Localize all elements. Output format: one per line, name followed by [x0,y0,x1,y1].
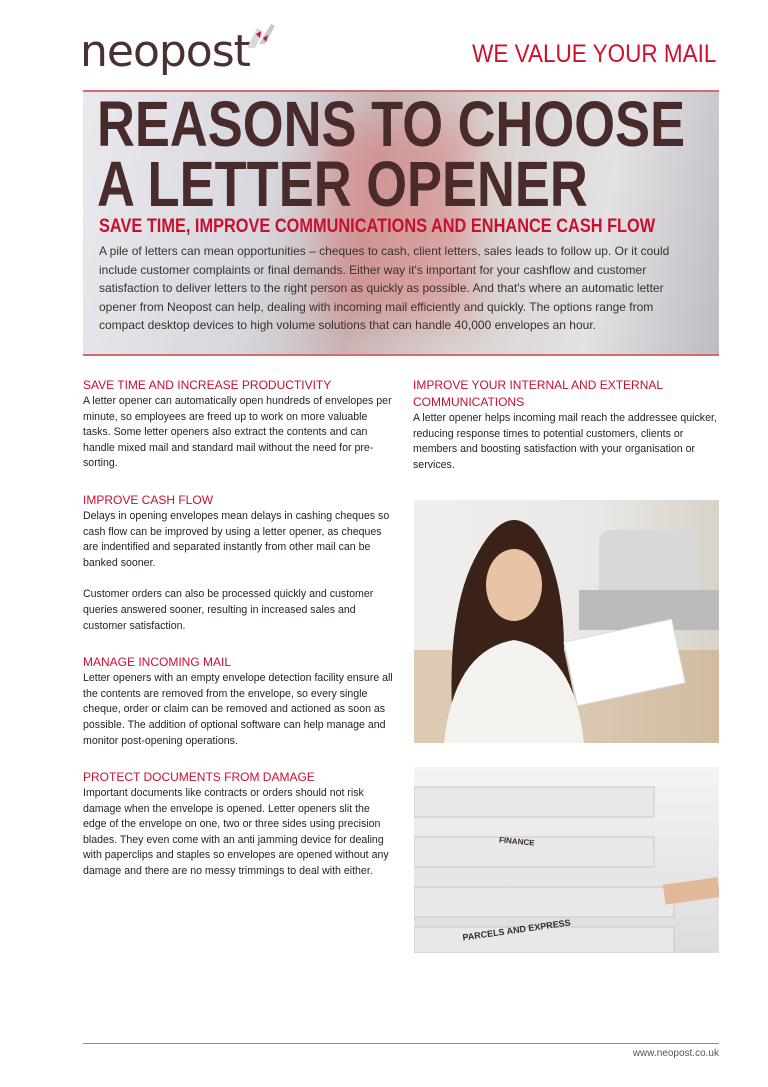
section-heading: IMPROVE CASH FLOW [83,492,214,507]
finance-label: FINANCE [498,835,535,848]
woman-with-letter-opener-photo [414,500,719,743]
section-text: Letter openers with an empty envelope detection facility ensure all the contents are removed from the envelope, so every single cheque, order or claim can be removed and actioned as soon as possible. The addition of optional software can help manage and monitor post-opening operations. [83,672,393,747]
page-title [97,90,686,220]
section-heading: PROTECT DOCUMENTS FROM DAMAGE [83,770,315,785]
parcels-label: PARCELS AND EXPRESS [461,917,572,943]
section-text: Delays in opening envelopes mean delays in cashing cheques so cash flow can be improved by using a letter opener, as cheques are indentified and separated instantly from other mail can be banked sooner. [83,509,390,569]
section-productivity [83,377,393,472]
logo-mark-icon [243,22,277,50]
section-text: A letter opener helps incoming mail reach the addressee quicker, reducing response times to potential customers, clients or members and boosting satisfaction with your organisation or services. [413,412,717,471]
title-line-2: A LETTER OPENER [97,148,588,220]
neopost-logo: neopost [80,26,250,77]
section-cash-flow [83,492,393,634]
tagline: WE VALUE YOUR MAIL [471,40,716,68]
right-column [413,377,719,489]
section-incoming-mail [83,654,393,749]
hero-subtitle: SAVE TIME, IMPROVE COMMUNICATIONS AND ENHANCE CASH FLOW [99,216,656,237]
section-text: Customer orders can also be processed quickly and customer queries answered sooner, resulting in increased sales and customer satisfaction. [83,588,374,632]
section-heading: MANAGE INCOMING MAIL [83,655,232,670]
hero-intro: A pile of letters can mean opportunities – cheques to cash, client letters, sales leads to follow up. Or it could include customer complaints or final demands. Either way it's important for your cashflow and customer satisfaction to deliver letters to the right person as quickly as possible. And that's where an automatic letter opener from Neopost can help, dealing with incoming mail efficiently and quickly. The options range from compact desktop devices to high volume solutions that can handle 40,000 envelopes an hour. [99,244,670,332]
left-column [83,377,393,900]
mail-sorting-shelves-photo [414,767,719,953]
website-url: www.neopost.co.uk [632,1048,719,1059]
section-text: A letter opener can automatically open hundreds of envelopes per minute, so employees are freed up to work on more valuable tasks. Some letter openers also extract the contents and can handle mixed mail and standard mail without the need for pre-sorting. [83,395,392,470]
section-heading: SAVE TIME AND INCREASE PRODUCTIVITY [83,378,332,392]
title-line-1: REASONS TO CHOOSE [97,90,686,160]
hero-banner [83,90,719,356]
section-text: Important documents like contracts or orders should not risk damage when the envelope is opened. Letter openers slit the edge of the envelope on one, two or three sides using precision blades. They even come with an anti jamming device for dealing with paperclips and staples so envelopes are opened without any damage and there are no messy trimmings to deal with either. [83,787,389,878]
footer-divider [83,1043,719,1044]
section-heading: IMPROVE YOUR INTERNAL AND EXTERNAL COMMUNICATIONS [413,378,663,409]
section-protect-documents [83,769,393,880]
